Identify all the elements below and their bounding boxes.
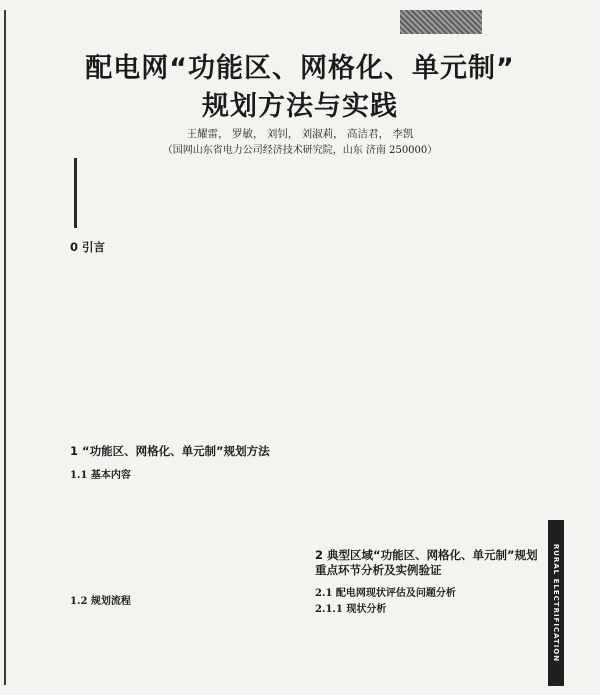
left-column — [70, 240, 305, 682]
authors: 王耀雷， 罗敏， 刘钊， 刘淑莉， 高洁君， 李凯 — [186, 128, 414, 140]
heading-1-1: 1.1 基本内容 — [70, 470, 131, 481]
affiliation: （国网山东省电力公司经济技术研究院，山东 济南 250000） — [162, 145, 438, 156]
heading-intro: 0 引言 — [70, 240, 106, 254]
right-column — [315, 240, 547, 682]
heading-1-2: 1.2 规划流程 — [70, 596, 131, 607]
journal-sidebar-label: RURAL ELECTRIFICATION — [552, 543, 560, 663]
heading-section-1: 1 “功能区、网格化、单元制”规划方法 — [70, 444, 270, 458]
paper-title-line-2: 规划方法与实践 — [202, 91, 398, 122]
journal-sidebar-tab — [548, 520, 564, 686]
abstract-block — [74, 158, 521, 228]
heading-2-1-1: 2.1.1 现状分析 — [315, 604, 387, 615]
scan-mark — [400, 10, 482, 34]
paper-title-line-1: 配电网“功能区、网格化、单元制” — [85, 53, 515, 84]
heading-2-1: 2.1 配电网现状评估及问题分析 — [315, 588, 456, 599]
heading-section-2: 2 典型区域“功能区、网格化、单元制”规划重点环节分析及实例验证 — [315, 548, 538, 577]
